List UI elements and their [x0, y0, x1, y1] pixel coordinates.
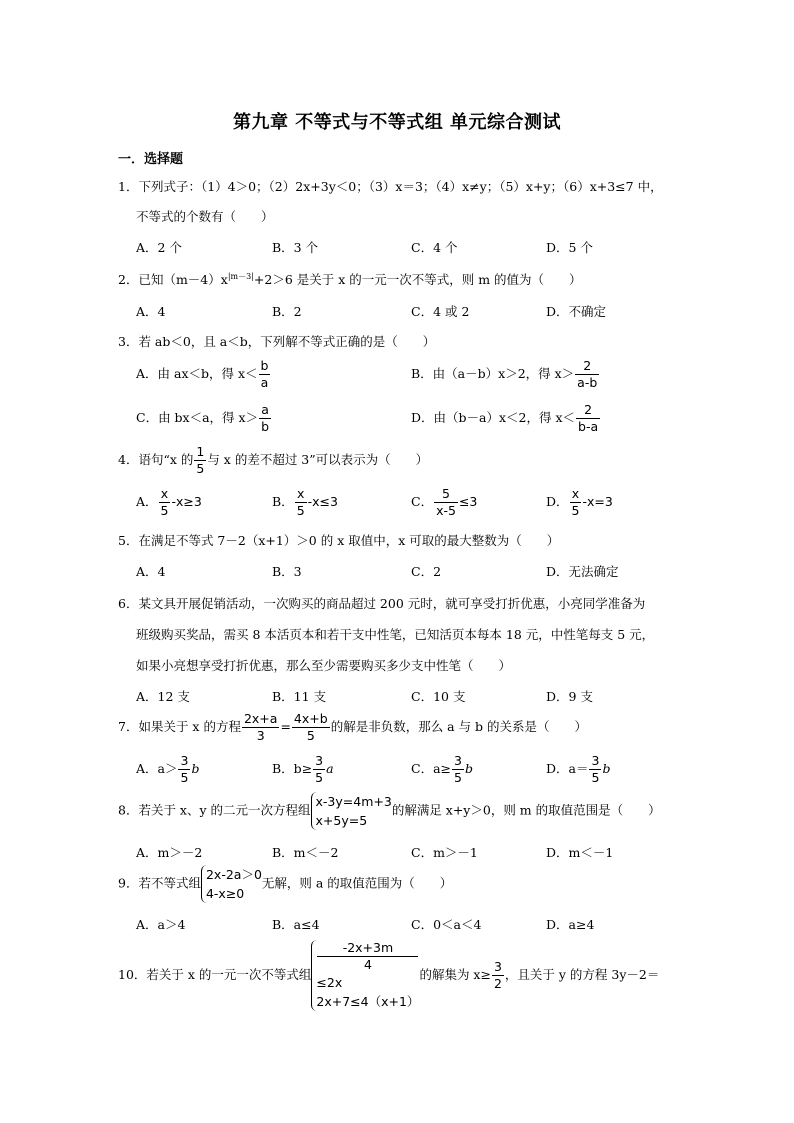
q3-a-text: A．由 ax＜b，得 x＜	[136, 366, 258, 381]
q9-stem-pre: 9．若不等式组	[118, 875, 201, 891]
question-5: 5．在满足不等式 7－2（x+1）＞0 的 x 取值中，x 可取的最大整数为（ ）	[118, 533, 560, 548]
q10-inequality-system	[311, 940, 419, 1011]
question-6-line-2: 班级购买奖品，需买 8 本活页本和若干支中性笔，已知活页本每本 18 元，中性笔每支 5 元，	[136, 627, 655, 642]
q4-b-label: B．	[272, 494, 294, 509]
q4-c-label: C．	[411, 494, 434, 509]
denominator: a	[259, 374, 271, 391]
denominator: 2	[493, 976, 502, 991]
q6-option-d: D．9 支	[546, 689, 593, 704]
q7-equals: =	[280, 719, 291, 734]
numerator: 2	[584, 402, 593, 417]
q9-inequality-1: 2x-2a＞0	[205, 867, 262, 882]
q2-stem-post: +2＞6 是关于 x 的一元一次不等式，则 m 的值为（ ）	[253, 272, 582, 287]
q7-d-rest: b	[602, 761, 611, 776]
q7-c-label: C．a≥	[411, 761, 451, 776]
q3-b-text: B．由（a－b）x＞2，得 x＞	[411, 366, 575, 381]
question-6-line-1: 6．某文具开展促销活动，一次购买的商品超过 200 元时，就可享受打折优惠，小亮同学准备为	[118, 596, 646, 611]
q10-inequality-2: 2x+7≤4（x+1）	[316, 994, 420, 1009]
q7-d-fraction	[589, 753, 601, 786]
denominator: b	[261, 419, 270, 434]
numerator: 3	[591, 753, 600, 768]
q7-d-label: D．a＝	[546, 761, 589, 776]
q4-option-c	[411, 486, 477, 519]
q4-b-fraction	[295, 486, 307, 519]
question-4	[118, 444, 428, 477]
q4-option-a	[136, 486, 202, 519]
q6-option-c: C．10 支	[411, 689, 466, 704]
question-6-line-3: 如果小亮想享受打折优惠，那么至少需要购买多少支中性笔（ ）	[136, 658, 512, 673]
q10-stem-pre: 10．若关于 x 的一元一次不等式组	[118, 967, 312, 982]
denominator: 4	[317, 956, 418, 973]
numerator: -2x+3m	[342, 940, 394, 955]
q7-fraction-right	[292, 711, 330, 744]
q7-option-a	[136, 753, 199, 786]
numerator: b	[260, 358, 269, 373]
q8-equation-2: x+5y=5	[315, 813, 368, 828]
q8-equation-system	[311, 792, 392, 830]
q10-fraction	[317, 940, 418, 973]
section-heading: 一．选择题	[118, 152, 184, 167]
numerator: 1	[196, 444, 205, 459]
q8-option-b: B．m＜－2	[272, 845, 339, 860]
q5-option-a: A．4	[136, 564, 166, 579]
q2-option-d: D．不确定	[546, 304, 607, 319]
q4-option-d	[546, 486, 613, 519]
denominator: 5	[315, 770, 324, 785]
question-8	[118, 792, 661, 830]
q2-stem-pre: 2．已知（m－4）x	[118, 272, 228, 287]
denominator: 5	[591, 770, 600, 785]
q10-stem-post: ，且关于 y 的方程 3y－2＝	[504, 967, 660, 982]
numerator: 3	[315, 753, 324, 768]
q3-option-a	[136, 358, 271, 391]
q5-option-d: D．无法确定	[546, 564, 619, 579]
q4-a-label: A．	[136, 494, 158, 509]
q10-solution-fraction	[492, 959, 504, 992]
question-7	[118, 711, 587, 744]
denominator: 3	[242, 727, 279, 744]
question-2	[118, 270, 582, 288]
q4-a-rest: -x≥3	[171, 494, 202, 509]
numerator: x	[296, 486, 305, 501]
denominator: 5	[296, 503, 305, 518]
question-1-line-2: 不等式的个数有（ ）	[136, 209, 274, 224]
q7-b-fraction	[313, 753, 325, 786]
numerator: 3	[454, 753, 462, 768]
q4-stem-post: 与 x 的差不超过 3”可以表示为（ ）	[207, 452, 429, 467]
question-1-line-1: 1．下列式子：（1）4＞0；（2）2x+3y＜0；（3）x＝3；（4）x≠y；（5）x+y；（6）x+3≤7 中，	[118, 179, 663, 194]
q3-option-c	[136, 402, 272, 435]
q9-option-a: A．a＞4	[136, 917, 186, 932]
q9-option-d: D．a≥4	[546, 917, 595, 932]
q10-stem-mid: 的解集为 x≥	[419, 967, 491, 982]
numerator: 3	[493, 959, 502, 974]
q10-inequality-1-rest: ≤2x	[316, 975, 343, 990]
q4-b-rest: -x≤3	[307, 494, 338, 509]
q4-d-rest: -x=3	[582, 494, 613, 509]
denominator: 5	[180, 770, 189, 785]
q2-option-c: C．4 或 2	[411, 304, 470, 319]
q4-fraction	[194, 444, 206, 477]
q1-option-b: B．3 个	[272, 240, 319, 255]
q2-option-a: A．4	[136, 304, 166, 319]
q3-c-text: C．由 bx＜a，得 x＞	[136, 410, 259, 425]
numerator: 5	[442, 486, 450, 501]
q3-c-fraction	[259, 402, 271, 435]
numerator: 2	[583, 358, 592, 373]
q4-stem-pre: 4．语句“x 的	[118, 452, 194, 467]
q4-a-fraction	[159, 486, 171, 519]
q3-option-d	[411, 402, 601, 435]
question-3: 3．若 ab＜0，且 a＜b，下列解不等式正确的是（ ）	[118, 334, 436, 349]
q6-option-b: B．11 支	[272, 689, 327, 704]
q7-fraction-left	[242, 711, 279, 744]
q7-a-label: A．a＞	[136, 761, 178, 776]
q7-stem-post: 的解是非负数，那么 a 与 b 的关系是（ ）	[330, 719, 588, 734]
denominator: 5	[292, 727, 330, 744]
numerator: a	[261, 402, 269, 417]
q7-c-fraction	[452, 753, 464, 786]
q2-option-b: B．2	[272, 304, 302, 319]
q3-a-fraction	[259, 358, 271, 391]
denominator: 5	[196, 461, 205, 476]
q7-c-rest: b	[464, 761, 473, 776]
q3-option-b	[411, 358, 600, 391]
q7-option-d	[546, 753, 610, 786]
q2-exponent: |m－3|	[227, 271, 254, 281]
q8-option-c: C．m＞－1	[411, 845, 478, 860]
q6-option-a: A．12 支	[136, 689, 190, 704]
denominator: a-b	[577, 375, 598, 390]
q3-d-text: D．由（b－a）x＜2，得 x＜	[411, 410, 576, 425]
q1-option-d: D．5 个	[546, 240, 593, 255]
q1-option-a: A．2 个	[136, 240, 182, 255]
q3-b-fraction	[575, 358, 599, 391]
denominator: x-5	[436, 503, 456, 518]
q8-equation-1: x-3y=4m+3	[315, 794, 392, 809]
q9-inequality-system	[201, 865, 262, 903]
q7-b-rest: a	[326, 761, 334, 776]
numerator: x	[571, 486, 580, 501]
numerator: 4x+b	[293, 711, 328, 726]
question-9	[118, 865, 452, 903]
q3-d-fraction	[576, 402, 600, 435]
q5-option-b: B．3	[272, 564, 302, 579]
numerator: 3	[180, 753, 189, 768]
denominator: 5	[160, 503, 169, 518]
q4-d-label: D．	[546, 494, 569, 509]
q9-option-c: C．0＜a＜4	[411, 917, 482, 932]
q10-inequality-1	[316, 940, 419, 992]
denominator: 5	[454, 770, 462, 785]
q7-b-label: B．b≥	[272, 761, 313, 776]
q5-option-c: C．2	[411, 564, 442, 579]
q4-option-b	[272, 486, 338, 519]
q8-stem-pre: 8．若关于 x、y 的二元一次方程组	[118, 802, 311, 818]
q9-inequality-2: 4-x≥0	[205, 886, 245, 901]
q8-option-d: D．m＜－1	[546, 845, 614, 860]
q4-d-fraction	[570, 486, 582, 519]
page-title: 第九章 不等式与不等式组 单元综合测试	[232, 112, 562, 133]
q4-c-rest: ≤3	[458, 494, 478, 509]
q7-option-b	[272, 753, 334, 786]
numerator: x	[160, 486, 169, 501]
q7-a-rest: b	[191, 761, 200, 776]
denominator: b-a	[578, 419, 599, 434]
q7-option-c	[411, 753, 473, 786]
q9-option-b: B．a≤4	[272, 917, 320, 932]
numerator: 2x+a	[243, 711, 278, 726]
q8-stem-post: 的解满足 x+y＞0，则 m 的取值范围是（ ）	[391, 802, 661, 818]
q1-option-c: C．4 个	[411, 240, 458, 255]
question-10	[118, 940, 659, 1011]
q8-option-a: A．m＞－2	[136, 845, 203, 860]
denominator: 5	[571, 503, 580, 518]
q7-a-fraction	[178, 753, 190, 786]
q4-c-fraction	[434, 486, 458, 519]
q9-stem-post: 无解，则 a 的取值范围为（ ）	[261, 875, 453, 891]
q7-stem-pre: 7．如果关于 x 的方程	[118, 719, 241, 734]
